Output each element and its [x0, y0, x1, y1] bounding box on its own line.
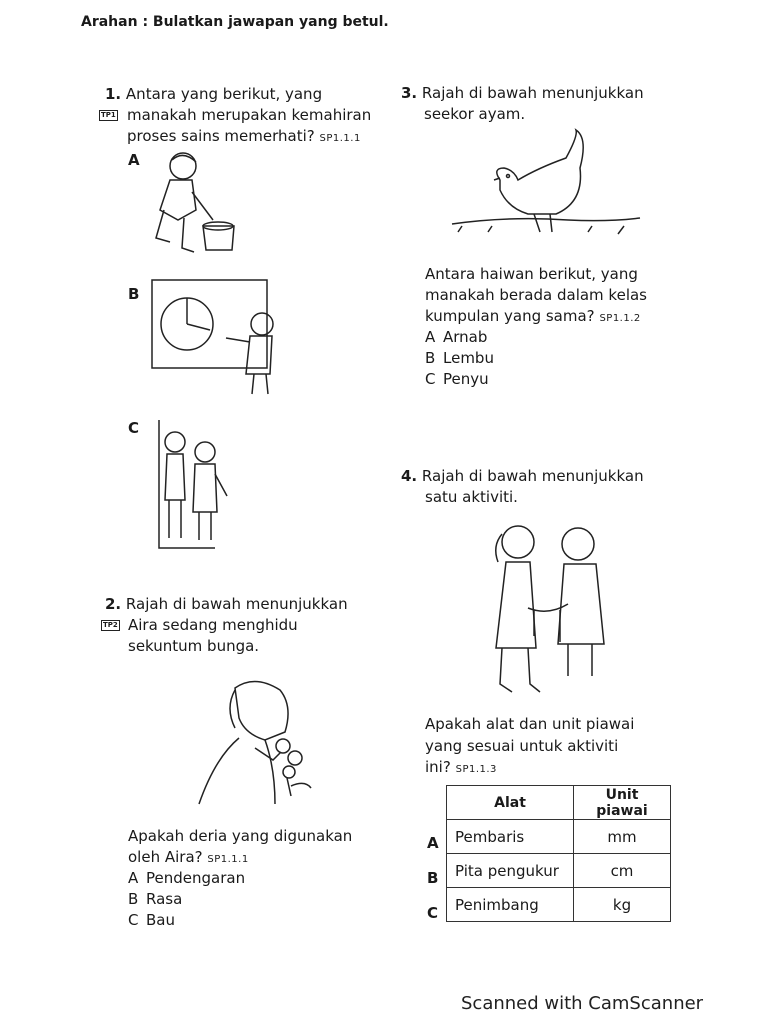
- q4-row-a-letter[interactable]: A: [427, 834, 439, 852]
- q2-option-a-text: Pendengaran: [146, 869, 246, 887]
- q2-question-2: oleh Aira?: [128, 848, 203, 866]
- q4-answer-table: [446, 785, 671, 922]
- q1-option-b-image[interactable]: [150, 278, 280, 396]
- q1-number: 1.: [105, 85, 122, 103]
- q4-row-b-letter[interactable]: B: [427, 869, 439, 887]
- q2-option-b-letter: B: [128, 890, 139, 908]
- q2-girl-smelling-flower-image: [195, 678, 320, 806]
- q3-question-2: manakah berada dalam kelas: [425, 286, 647, 304]
- q3-option-c[interactable]: [425, 369, 489, 390]
- q2-text-3: sekuntum bunga.: [128, 637, 260, 655]
- q4-row-b-alat: Pita pengukur: [447, 854, 574, 888]
- q4-header-unit: Unit piawai: [574, 786, 671, 820]
- q4-row-a-unit: mm: [574, 820, 671, 854]
- q3-question-line-3: [425, 306, 641, 329]
- q2-question-1: Apakah deria yang digunakan: [128, 827, 353, 845]
- q1-option-b-label[interactable]: B: [128, 285, 140, 303]
- q4-question-2: yang sesuai untuk aktiviti: [425, 737, 619, 755]
- q2-code: SP1.1.1: [207, 854, 249, 865]
- q4-row-a-alat: Pembaris: [447, 820, 574, 854]
- q3-stem-line-1: [401, 83, 644, 104]
- q2-tp-badge: TP2: [103, 621, 118, 629]
- q4-stem-line-1: [401, 466, 644, 487]
- q4-question-1: Apakah alat dan unit piawai: [425, 715, 635, 733]
- q1-code: SP1.1.1: [319, 133, 361, 144]
- q3-option-b[interactable]: [425, 348, 494, 369]
- q1-stem-line-3: [127, 126, 361, 149]
- q3-question-3: kumpulan yang sama?: [425, 307, 595, 325]
- q4-table-header-row: [447, 786, 671, 820]
- q3-number: 3.: [401, 84, 418, 102]
- q2-question-line-2: [128, 847, 249, 870]
- q4-row-b-unit: cm: [574, 854, 671, 888]
- q4-girls-measuring-image: [488, 516, 613, 701]
- q4-number: 4.: [401, 467, 418, 485]
- q2-text-2: Aira sedang menghidu: [128, 616, 298, 634]
- q1-option-c-label[interactable]: C: [128, 419, 140, 437]
- q2-number: 2.: [105, 595, 122, 613]
- q4-text-2: satu aktiviti.: [425, 488, 518, 506]
- q1-text-3: proses sains memerhati?: [127, 127, 315, 145]
- q1-option-c-image[interactable]: [155, 420, 235, 550]
- q1-text-1: Antara yang berikut, yang: [125, 85, 323, 103]
- table-row[interactable]: [447, 888, 671, 922]
- q2-text-1: Rajah di bawah menunjukkan: [125, 595, 348, 613]
- q4-header-alat: Alat: [447, 786, 574, 820]
- q3-option-c-letter: C: [425, 370, 436, 388]
- q4-text-1: Rajah di bawah menunjukkan: [421, 467, 644, 485]
- q3-question-1: Antara haiwan berikut, yang: [425, 265, 638, 283]
- q4-question-line-3: [425, 757, 497, 780]
- table-row[interactable]: [447, 820, 671, 854]
- q1-tp-badge: TP1: [101, 111, 116, 119]
- q2-stem-line-1: [105, 594, 348, 615]
- q4-row-c-unit: kg: [574, 888, 671, 922]
- q2-option-c[interactable]: [128, 910, 175, 931]
- instruction-heading: Arahan : Bulatkan jawapan yang betul.: [81, 14, 389, 30]
- q4-row-c-alat: Penimbang: [447, 888, 574, 922]
- q2-option-a[interactable]: [128, 868, 245, 889]
- q3-text-1: Rajah di bawah menunjukkan: [421, 84, 644, 102]
- q3-option-a[interactable]: [425, 327, 487, 348]
- q1-option-a-image[interactable]: [148, 150, 238, 260]
- table-row[interactable]: [447, 854, 671, 888]
- camscanner-watermark: Scanned with CamScanner: [461, 993, 704, 1014]
- q4-code: SP1.1.3: [455, 764, 497, 775]
- q3-chicken-image: [448, 128, 643, 246]
- q3-option-c-text: Penyu: [443, 370, 489, 388]
- q2-option-b[interactable]: [128, 889, 182, 910]
- q1-stem-line-1: [105, 84, 322, 105]
- q3-option-a-letter: A: [425, 328, 436, 346]
- q1-text-2: manakah merupakan kemahiran: [127, 106, 372, 124]
- q3-option-b-letter: B: [425, 349, 436, 367]
- q3-code: SP1.1.2: [599, 313, 641, 324]
- q2-option-b-text: Rasa: [146, 890, 183, 908]
- q4-row-c-letter[interactable]: C: [427, 904, 439, 922]
- q2-option-a-letter: A: [128, 869, 139, 887]
- q3-option-a-text: Arnab: [443, 328, 488, 346]
- q4-question-3: ini?: [425, 758, 451, 776]
- q3-option-b-text: Lembu: [443, 349, 494, 367]
- q2-option-c-text: Bau: [146, 911, 175, 929]
- q2-option-c-letter: C: [128, 911, 139, 929]
- q3-text-2: seekor ayam.: [424, 105, 526, 123]
- q1-option-a-label[interactable]: A: [128, 151, 140, 169]
